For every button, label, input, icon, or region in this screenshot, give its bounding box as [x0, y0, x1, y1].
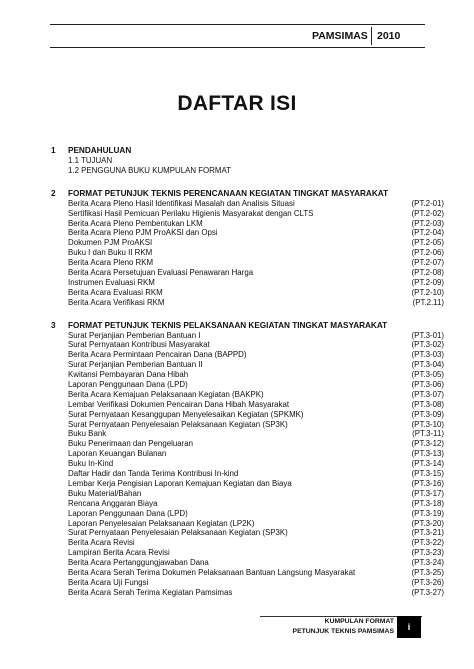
entry-code: (PT.3-10) — [411, 419, 444, 429]
header-separator — [371, 27, 372, 45]
toc-entry — [0, 400, 474, 410]
entry-title: Lampiran Berita Acara Revisi — [68, 548, 170, 558]
header-rule-top — [50, 24, 425, 25]
entry-title: Buku Material/Bahan — [68, 488, 142, 498]
toc-section — [0, 145, 474, 176]
entry-code: (PT.3-05) — [411, 370, 444, 380]
entry-title: Sertifikasi Hasil Pemicuan Perilaku Higienis Masyarakat dengan CLTS — [68, 208, 314, 218]
section-title: FORMAT PETUNJUK TEKNIS PELAKSANAAN KEGIATAN TINGKAT MASYARAKAT — [68, 320, 388, 330]
section-number: 2 — [51, 188, 56, 198]
entry-title: Surat Perjanjian Pemberian Bantuan I — [68, 330, 201, 340]
entry-code: (PT.3-21) — [411, 528, 444, 538]
entry-code: (PT.2-03) — [411, 218, 444, 228]
toc-entry — [0, 558, 474, 568]
toc-entry — [0, 449, 474, 459]
toc-entry — [0, 519, 474, 529]
section-title: FORMAT PETUNJUK TEKNIS PERENCANAAN KEGIATAN TINGKAT MASYARAKAT — [68, 188, 389, 198]
entry-code: (PT.3-27) — [411, 587, 444, 597]
toc-entry — [0, 469, 474, 479]
entry-code: (PT.3-18) — [411, 498, 444, 508]
toc-entry — [0, 278, 474, 288]
toc-entry — [0, 350, 474, 360]
entry-code: (PT.3-24) — [411, 558, 444, 568]
entry-title: Berita Acara Evaluasi RKM — [68, 287, 163, 297]
entry-title: Lembar Verifikasi Dokumen Pencairan Dana Hibah Masyarakat — [68, 399, 290, 409]
entry-title: Surat Pernyataan Penyelesaian Pelaksanaan Kegiatan (SP3K) — [68, 528, 288, 538]
section-gap — [0, 176, 474, 188]
toc-entry — [0, 509, 474, 519]
toc-section — [0, 320, 474, 598]
entry-title: Surat Pernyataan Kontribusi Masyarakat — [68, 340, 210, 350]
entry-code: (PT.3-20) — [411, 518, 444, 528]
entry-title: Laporan Penggunaan Dana (LPD) — [68, 380, 188, 390]
entry-code: (PT.3-12) — [411, 439, 444, 449]
section-number: 3 — [51, 320, 56, 330]
entry-code: (PT.3-03) — [411, 350, 444, 360]
toc-entry — [0, 166, 474, 176]
toc-entry — [0, 528, 474, 538]
entry-title: Buku I dan Buku II RKM — [68, 248, 153, 258]
entry-title: Laporan Penyelesaian Pelaksanaan Kegiatan (LP2K) — [68, 518, 255, 528]
entry-title: Berita Acara Permintaan Pencairan Dana (BAPPD) — [68, 350, 247, 360]
entry-code: (PT.3-02) — [411, 340, 444, 350]
toc-entry — [0, 370, 474, 380]
table-of-contents — [0, 145, 474, 598]
entry-code: (PT.3-07) — [411, 389, 444, 399]
toc-entry — [0, 489, 474, 499]
toc-entry — [0, 499, 474, 509]
entry-title: Surat Perjanjian Pemberian Bantuan II — [68, 360, 203, 370]
entry-code: (PT.3-04) — [411, 360, 444, 370]
toc-entry — [0, 268, 474, 278]
section-heading — [0, 320, 474, 331]
entry-title: Surat Pernyataan Penyelesaian Pelaksanaan Kegiatan (SP3K) — [68, 419, 288, 429]
toc-entry — [0, 420, 474, 430]
header-rule-bottom — [50, 47, 425, 48]
toc-entry — [0, 410, 474, 420]
toc-entry — [0, 209, 474, 219]
entry-code: (PT.2-01) — [411, 198, 444, 208]
entry-title: Berita Acara Revisi — [68, 538, 135, 548]
entry-code: (PT.2.11) — [412, 297, 444, 307]
entry-code: (PT.3-19) — [411, 508, 444, 518]
toc-entry — [0, 258, 474, 268]
entry-title: Berita Acara Pleno RKM — [68, 258, 154, 268]
toc-entry — [0, 459, 474, 469]
entry-title: Berita Acara Uji Fungsi — [68, 577, 149, 587]
entry-title: Rencana Anggaran Biaya — [68, 498, 158, 508]
toc-entry — [0, 248, 474, 258]
entry-code: (PT.2-09) — [411, 277, 444, 287]
entry-code: (PT.2-10) — [411, 287, 444, 297]
toc-entry — [0, 156, 474, 166]
toc-entry — [0, 380, 474, 390]
toc-entry — [0, 360, 474, 370]
toc-entry — [0, 199, 474, 209]
entry-title: 1.2 PENGGUNA BUKU KUMPULAN FORMAT — [68, 165, 231, 175]
entry-title: 1.1 TUJUAN — [68, 156, 113, 165]
toc-entry — [0, 228, 474, 238]
section-number: 1 — [51, 146, 56, 155]
entry-code: (PT.3-01) — [411, 330, 444, 340]
toc-entry — [0, 538, 474, 548]
entry-code: (PT.3-16) — [411, 478, 444, 488]
section-title: PENDAHULUAN — [68, 146, 132, 155]
toc-entry — [0, 429, 474, 439]
entry-code: (PT.3-11) — [412, 429, 444, 439]
entry-title: Laporan Keuangan Bulanan — [68, 449, 167, 459]
entry-code: (PT.2-04) — [411, 228, 444, 238]
toc-entry — [0, 568, 474, 578]
toc-entry — [0, 288, 474, 298]
entry-code: (PT.2-08) — [411, 268, 444, 278]
toc-entry — [0, 439, 474, 449]
toc-entry — [0, 390, 474, 400]
toc-entry — [0, 588, 474, 598]
entry-title: Kwitansi Pembayaran Dana Hibah — [68, 370, 189, 380]
entry-code: (PT.3-22) — [411, 538, 444, 548]
entry-title: Lembar Kerja Pengisian Laporan Kemajuan Kegiatan dan Biaya — [68, 478, 292, 488]
entry-title: Berita Acara Pleno Pembentukan LKM — [68, 218, 203, 228]
entry-code: (PT.3-14) — [411, 459, 444, 469]
toc-entry — [0, 331, 474, 341]
entry-title: Berita Acara Verifikasi RKM — [68, 297, 165, 307]
entry-title: Daftar Hadir dan Tanda Terima Kontribusi In-kind — [68, 469, 239, 479]
entry-title: Berita Acara Serah Terima Kegiatan Pamsimas — [68, 587, 233, 597]
header-brand: PAMSIMAS — [312, 30, 368, 42]
entry-title: Buku In-Kind — [68, 459, 114, 469]
toc-entry — [0, 548, 474, 558]
entry-code: (PT.3-25) — [411, 567, 444, 577]
entry-title: Berita Acara Serah Terima Dokumen Pelaksanaan Bantuan Langsung Masyarakat — [68, 567, 356, 577]
page-title: DAFTAR ISI — [177, 92, 297, 115]
entry-title: Berita Acara Pleno Hasil Identifikasi Masalah dan Analisis Situasi — [68, 198, 295, 208]
entry-code: (PT.2-02) — [411, 208, 444, 218]
section-heading — [0, 188, 474, 199]
entry-code: (PT.3-26) — [411, 577, 444, 587]
toc-entry — [0, 578, 474, 588]
entry-title: Buku Penerimaan dan Pengeluaran — [68, 439, 194, 449]
entry-code: (PT.3-23) — [411, 548, 444, 558]
entry-title: Buku Bank — [68, 429, 107, 439]
entry-title: Dokumen PJM ProAKSI — [68, 238, 153, 248]
entry-title: Berita Acara Persetujuan Evaluasi Penawaran Harga — [68, 268, 254, 278]
entry-title: Instrumen Evaluasi RKM — [68, 277, 155, 287]
entry-code: (PT.3-17) — [411, 488, 444, 498]
entry-code: (PT.2-07) — [411, 258, 444, 268]
entry-code: (PT.3-09) — [411, 409, 444, 419]
toc-entry — [0, 298, 474, 308]
entry-title: Laporan Penggunaan Dana (LPD) — [68, 508, 188, 518]
entry-title: Berita Acara Kemajuan Pelaksanaan Kegiatan (BAKPK) — [68, 389, 264, 399]
toc-entry — [0, 238, 474, 248]
footer-title-line2: PETUNJUK TEKNIS PAMSIMAS — [292, 628, 394, 635]
entry-title: Surat Pernyataan Kesanggupan Menyelesaikan Kegiatan (SPKMK) — [68, 409, 304, 419]
entry-title: Berita Acara Pleno PJM ProAKSI dan Opsi — [68, 228, 218, 238]
entry-code: (PT.3-08) — [411, 399, 444, 409]
entry-code: (PT.2-05) — [411, 238, 444, 248]
entry-title: Berita Acara Pertanggungjawaban Dana — [68, 558, 209, 568]
toc-section — [0, 188, 474, 308]
entry-code: (PT.3-06) — [411, 380, 444, 390]
section-heading — [0, 145, 474, 156]
toc-entry — [0, 479, 474, 489]
entry-code: (PT.2-06) — [411, 248, 444, 258]
section-gap — [0, 308, 474, 320]
entry-code: (PT.3-15) — [411, 469, 444, 479]
toc-entry — [0, 219, 474, 229]
header-year: 2010 — [377, 30, 401, 42]
footer-title-line1: KUMPULAN FORMAT — [324, 618, 394, 625]
page-number-badge: i — [397, 616, 421, 638]
toc-entry — [0, 340, 474, 350]
entry-code: (PT.3-13) — [411, 449, 444, 459]
